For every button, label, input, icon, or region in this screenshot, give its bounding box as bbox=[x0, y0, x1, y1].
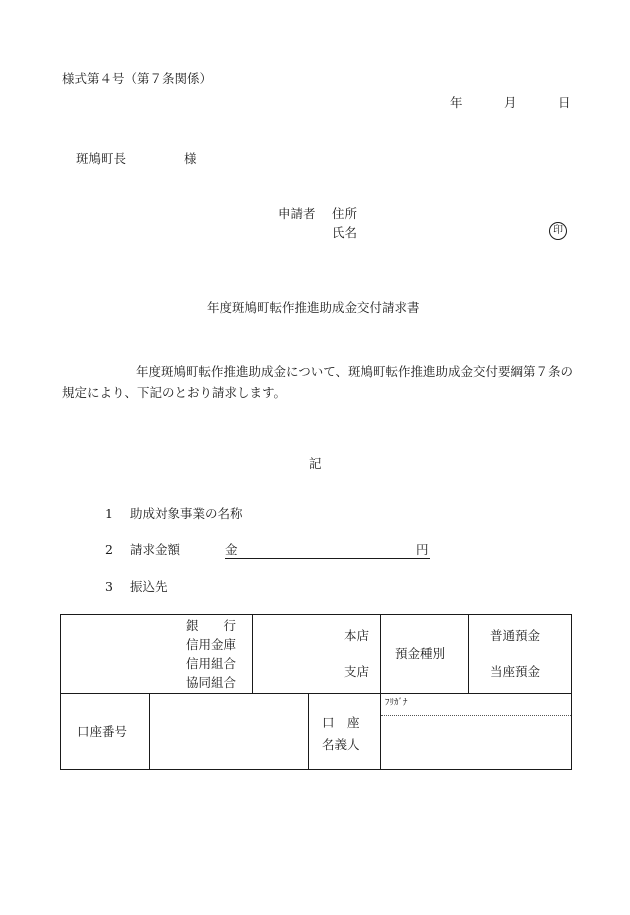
deposit-type-option: 当座預金 bbox=[490, 664, 541, 679]
document-title: 年度斑鳩町転作推進助成金交付請求書 bbox=[207, 300, 420, 315]
applicant-address-label: 住所 bbox=[332, 206, 358, 221]
item-number: 3 bbox=[105, 579, 113, 594]
account-number-label: 口座番号 bbox=[77, 724, 128, 739]
branch-type-label: 本店 bbox=[344, 628, 370, 643]
addressee-name: 斑鳩町長 bbox=[76, 151, 127, 166]
table-col-divider bbox=[380, 615, 381, 769]
amount-prefix: 金 bbox=[225, 542, 238, 557]
branch-type-label: 支店 bbox=[344, 664, 370, 679]
deposit-type-label: 預金種別 bbox=[395, 646, 446, 661]
table-col-divider bbox=[149, 693, 150, 769]
furigana-divider bbox=[381, 715, 571, 716]
furigana-label: ﾌﾘｶﾞﾅ bbox=[385, 698, 408, 708]
bank-type-label: 協同組合 bbox=[186, 675, 237, 690]
account-holder-label: 口 座 bbox=[322, 715, 360, 730]
date-day-label: 日 bbox=[558, 95, 571, 110]
table-row-divider bbox=[61, 693, 571, 694]
item-label: 振込先 bbox=[130, 579, 168, 594]
form-number: 様式第４号（第７条関係） bbox=[62, 71, 213, 86]
table-col-divider bbox=[308, 693, 309, 769]
seal-mark: 印 bbox=[549, 222, 567, 240]
amount-suffix: 円 bbox=[416, 542, 429, 557]
bank-type-label: 信用組合 bbox=[186, 656, 237, 671]
table-col-divider bbox=[468, 615, 469, 693]
item-label: 助成対象事業の名称 bbox=[130, 506, 243, 521]
amount-underline bbox=[225, 544, 430, 559]
date-year-label: 年 bbox=[450, 95, 463, 110]
item-number: 1 bbox=[105, 506, 113, 521]
bank-type-label: 銀 行 bbox=[186, 618, 237, 633]
bank-transfer-table bbox=[60, 614, 572, 770]
item-number: 2 bbox=[105, 542, 113, 557]
account-holder-label: 名義人 bbox=[322, 737, 360, 752]
item-label: 請求金額 bbox=[130, 542, 181, 557]
body-paragraph: 年度斑鳩町転作推進助成金について、斑鳩町転作推進助成金交付要綱第７条の規定により、下記のとおり請求します。 bbox=[62, 364, 574, 400]
bank-type-label: 信用金庫 bbox=[186, 637, 237, 652]
deposit-type-option: 普通預金 bbox=[490, 628, 541, 643]
record-label: 記 bbox=[309, 456, 322, 471]
addressee-honorific: 様 bbox=[184, 151, 197, 166]
applicant-name-label: 氏名 bbox=[332, 225, 358, 240]
date-month-label: 月 bbox=[504, 95, 517, 110]
applicant-label: 申請者 bbox=[278, 206, 316, 221]
table-col-divider bbox=[252, 615, 253, 693]
